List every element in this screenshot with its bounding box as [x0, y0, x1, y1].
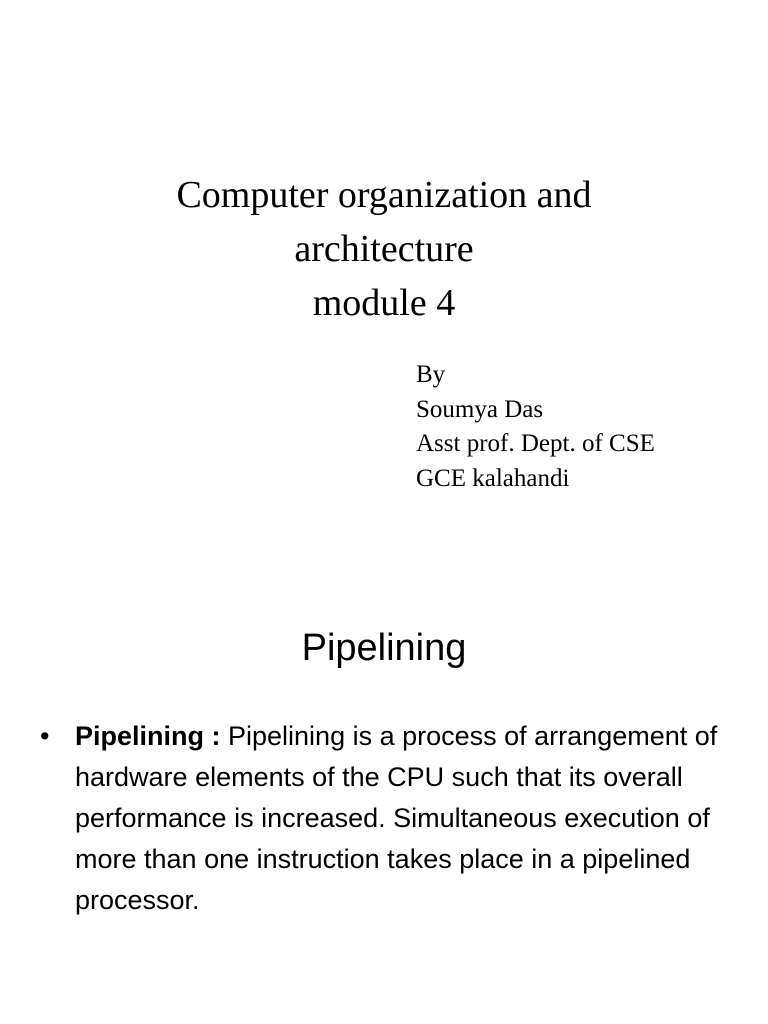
bullet-marker: •: [40, 721, 50, 751]
cover-title-line-2: architecture: [294, 228, 474, 270]
cover-title: [0, 168, 768, 330]
author-name: Soumya Das: [416, 395, 544, 423]
slide-title: Pipelining: [301, 627, 467, 669]
author-institution: GCE kalahandi: [416, 464, 570, 492]
bullet-term: Pipelining :: [75, 721, 228, 751]
author-position: Asst prof. Dept. of CSE: [416, 430, 655, 457]
bullet-text: Pipelining is a process of arrangement of hardware elements of the CPU such that its overall performance is increased. Simultaneous execution of more than one instruction takes place in a pipelined processor.: [75, 721, 718, 915]
pipelining-slide: [0, 576, 768, 1024]
bullet-item: [40, 716, 740, 921]
cover-title-line-3: module 4: [312, 282, 456, 324]
author-by: By: [416, 361, 446, 388]
author-info: [416, 358, 655, 496]
bullet-list: [40, 716, 740, 921]
cover-title-line-1: Computer organization and: [176, 174, 592, 216]
